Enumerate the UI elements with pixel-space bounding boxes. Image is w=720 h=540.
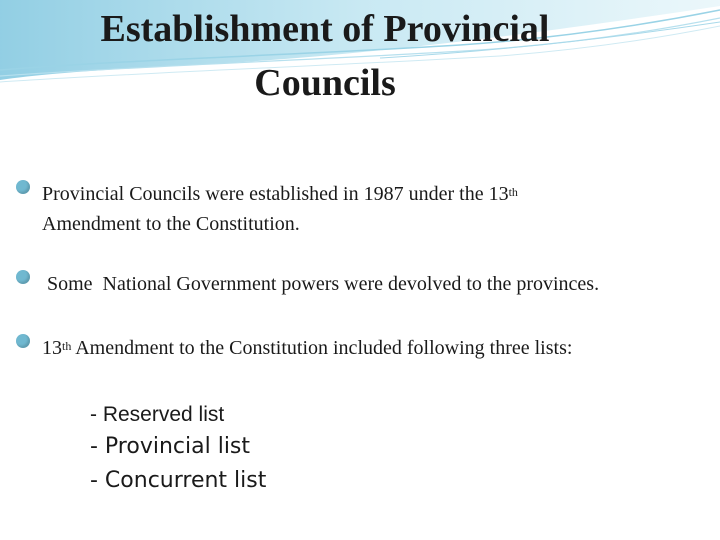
slide-title-line2: Councils bbox=[254, 62, 396, 104]
slide-title-line1: Establishment of Provincial bbox=[100, 8, 550, 50]
list-item-reserved: - Reserved list bbox=[90, 403, 225, 426]
list-item-concurrent: - Concurrent list bbox=[90, 468, 267, 493]
list-item-provincial: - Provincial list bbox=[90, 434, 251, 459]
bullet-text-line1-main: Provincial Councils were established in 1987 under the 13 bbox=[42, 183, 509, 205]
bullet-icon bbox=[16, 270, 30, 284]
bullet-text bbox=[42, 334, 572, 362]
bullet-text-line1 bbox=[42, 180, 518, 208]
bullet-icon bbox=[16, 334, 30, 348]
bullet-text: Some National Government powers were devolved to the provinces. bbox=[42, 273, 600, 295]
bullet-text-number: 13 bbox=[42, 337, 62, 359]
ordinal-suffix: th bbox=[508, 185, 518, 199]
bullet-text-main: Amendment to the Constitution included following three lists: bbox=[71, 337, 573, 359]
bullet-icon bbox=[16, 180, 30, 194]
bullet-text-line2: Amendment to the Constitution. bbox=[42, 213, 300, 235]
ordinal-suffix: th bbox=[62, 339, 72, 353]
lists-sublist bbox=[90, 400, 266, 498]
slide-title bbox=[0, 2, 650, 110]
